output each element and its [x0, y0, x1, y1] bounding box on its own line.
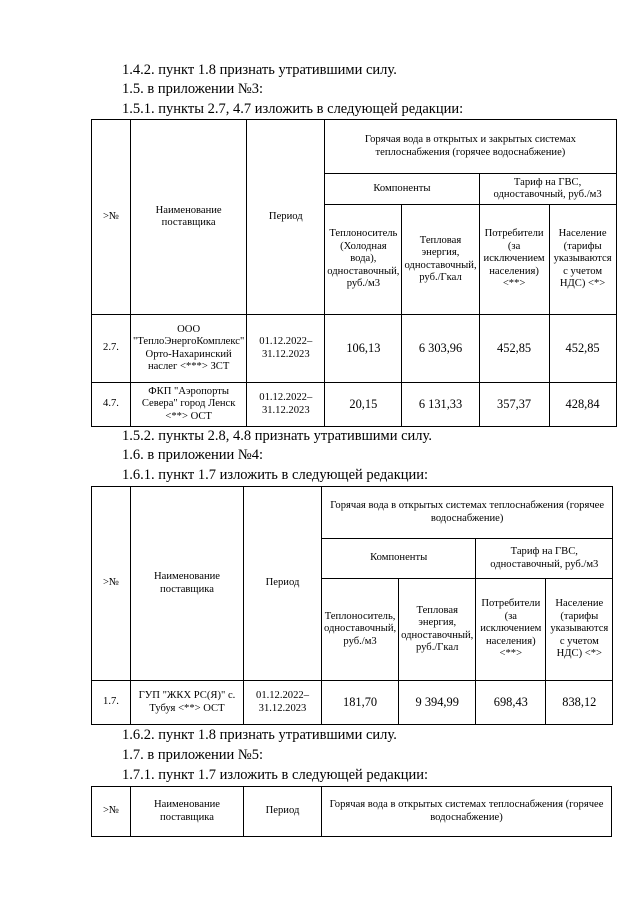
header-heat-energy: Тепловая энергия, одноставочный, руб./Гкал: [399, 579, 476, 681]
header-period: Период: [244, 487, 322, 681]
row-num: 2.7.: [92, 315, 131, 383]
header-consumers: Потребители (за исключением населения) <**>: [479, 205, 549, 315]
header-num: >№: [92, 787, 131, 837]
header-num: >№: [92, 120, 131, 315]
paragraph-1-5-2: 1.5.2. пункты 2.8, 4.8 признать утратившими силу.: [122, 428, 432, 444]
table-row: [92, 383, 617, 427]
header-heat-carrier: Теплоноситель, одноставочный, руб./м3: [322, 579, 399, 681]
header-population: Население (тарифы указываются с учетом НДС) <*>: [549, 205, 616, 315]
header-tariff: Тариф на ГВС, одноставочный, руб./м3: [476, 539, 613, 579]
header-num: >№: [92, 487, 131, 681]
paragraph-1-4-2: 1.4.2. пункт 1.8 признать утратившими силу.: [122, 62, 397, 78]
row-heat-carrier: 181,70: [322, 681, 399, 725]
paragraph-1-5-1: 1.5.1. пункты 2.7, 4.7 изложить в следующей редакции:: [122, 101, 464, 117]
tariff-table-appendix-4: [91, 486, 613, 725]
row-heat-carrier: 106,13: [325, 315, 402, 383]
paragraph-1-6-2: 1.6.2. пункт 1.8 признать утратившими силу.: [122, 727, 397, 743]
row-num: 4.7.: [92, 383, 131, 427]
header-period: Период: [247, 120, 325, 315]
row-heat-energy: 6 303,96: [402, 315, 479, 383]
header-supplier: Наименование поставщика: [131, 487, 244, 681]
header-population: Население (тарифы указываются с учетом НДС) <*>: [546, 579, 613, 681]
header-components: Компоненты: [325, 174, 479, 205]
header-hot-water-title: Горячая вода в открытых и закрытых системах теплоснабжения (горячее водоснабжение): [325, 120, 616, 174]
row-consumers: 452,85: [479, 315, 549, 383]
paragraph-1-7: 1.7. в приложении №5:: [122, 747, 264, 763]
row-supplier: ООО "ТеплоЭнергоКомплекс" Орто-Нахаринский наслег <***> ЗСТ: [131, 315, 247, 383]
row-heat-energy: 6 131,33: [402, 383, 479, 427]
header-supplier: Наименование поставщика: [131, 787, 244, 837]
row-period: 01.12.2022–31.12.2023: [247, 383, 325, 427]
row-num: 1.7.: [92, 681, 131, 725]
paragraph-1-7-1: 1.7.1. пункт 1.7 изложить в следующей редакции:: [122, 767, 429, 783]
row-population: 452,85: [549, 315, 616, 383]
paragraph-1-6-1: 1.6.1. пункт 1.7 изложить в следующей редакции:: [122, 467, 429, 483]
table-row: [92, 681, 613, 725]
header-tariff: Тариф на ГВС, одноставочный, руб./м3: [479, 174, 616, 205]
table-row: [92, 315, 617, 383]
row-heat-carrier: 20,15: [325, 383, 402, 427]
row-heat-energy: 9 394,99: [399, 681, 476, 725]
paragraph-1-6: 1.6. в приложении №4:: [122, 447, 264, 463]
header-consumers: Потребители (за исключением населения) <**>: [476, 579, 546, 681]
header-components: Компоненты: [322, 539, 476, 579]
row-supplier: ГУП "ЖКХ РС(Я)" с. Тубуя <**> ОСТ: [131, 681, 244, 725]
header-hot-water-title: Горячая вода в открытых системах теплоснабжения (горячее водоснабжение): [322, 487, 613, 539]
header-period: Период: [244, 787, 322, 837]
row-population: 428,84: [549, 383, 616, 427]
tariff-table-appendix-5: [91, 786, 612, 837]
paragraph-1-5: 1.5. в приложении №3:: [122, 81, 264, 97]
row-period: 01.12.2022–31.12.2023: [244, 681, 322, 725]
row-consumers: 698,43: [476, 681, 546, 725]
row-population: 838,12: [546, 681, 613, 725]
row-supplier: ФКП "Аэропорты Севера" город Ленск <**> ОСТ: [131, 383, 247, 427]
row-period: 01.12.2022–31.12.2023: [247, 315, 325, 383]
header-supplier: Наименование поставщика: [131, 120, 247, 315]
header-hot-water-title: Горячая вода в открытых системах теплоснабжения (горячее водоснабжение): [322, 787, 612, 837]
header-heat-carrier: Теплоноситель (Холодная вода), одноставочный, руб./м3: [325, 205, 402, 315]
tariff-table-appendix-3: [91, 119, 617, 427]
header-heat-energy: Тепловая энергия, одноставочный, руб./Гкал: [402, 205, 479, 315]
row-consumers: 357,37: [479, 383, 549, 427]
